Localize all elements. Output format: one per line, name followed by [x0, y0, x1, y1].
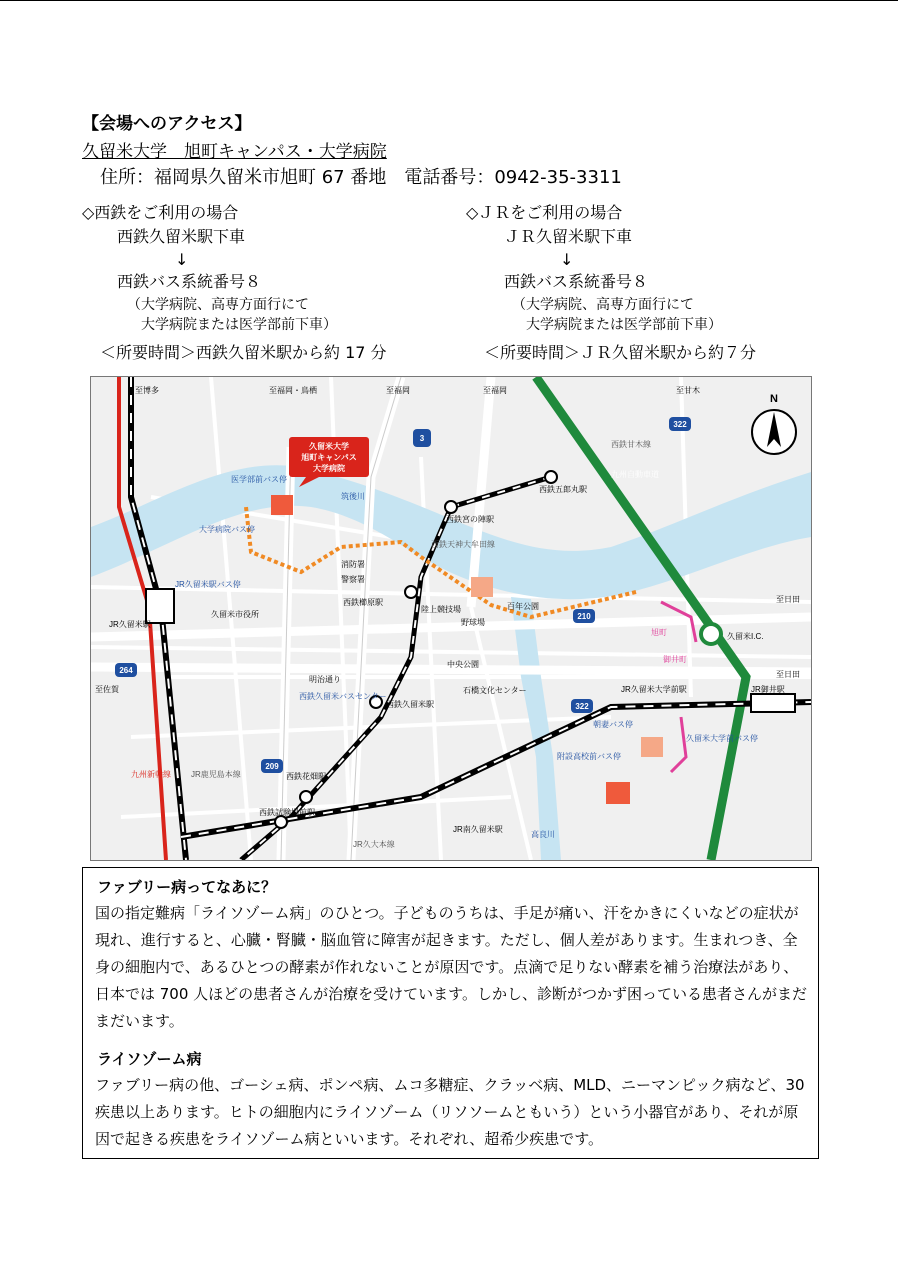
info-box: [82, 867, 819, 1159]
lbl-univ-mae-bus: 久留米大学前バス停: [686, 734, 758, 743]
lbl-chikugo-river: 筑後川: [341, 492, 365, 501]
lbl-hanabatake: 西鉄花畑駅: [286, 772, 326, 781]
lbl-kurume-ic: 久留米I.C.: [727, 632, 764, 641]
north-arrow-icon: [752, 393, 796, 454]
lbl-fire-station: 消防署: [341, 560, 365, 569]
lbl-to-hakata: 至博多: [135, 386, 159, 395]
lbl-jr-mii-stn: JR御井駅: [751, 685, 785, 694]
lbl-city-hall: 久留米市役所: [211, 610, 259, 619]
top-rule: [0, 0, 898, 1]
nishitetsu-heading: ◇西鉄をご利用の場合: [82, 203, 239, 222]
campus-building-3: [641, 737, 663, 757]
fabry-description: 国の指定難病「ライソゾーム病」のひとつ。子どものうちは、手足が痛い、汗をかきにくいなどの症状が現れ、進行すると、心臓・腎臓・脳血管に障害が起きます。ただし、個人差があります。生まれつき、全身の細胞内で、あるひとつの酵素が作れないことが原因です。点滴で足りない酵素を補う治療法があり、日本では 700 人ほどの患者さんが治療を受けています。しかし、診断がつかず困っている患者さんがまだまだいます。: [95, 904, 807, 1030]
lbl-athletics: 陸上競技場: [421, 605, 461, 614]
jr-line2: 西鉄バス系統番号８: [504, 272, 649, 291]
lbl-to-fukuoka-2: 至福岡: [483, 386, 507, 395]
lysosome-heading: ライソゾーム病: [97, 1050, 202, 1068]
nishitetsu-note2: 大学病院または医学部前下車）: [141, 317, 337, 333]
lbl-kyudai: JR久大本線: [353, 840, 395, 849]
lysosome-description: ファブリー病の他、ゴーシェ病、ポンペ病、ムコ多糖症、クラッベ病、MLD、ニーマンピック病など、30 疾患以上あります。ヒトの細胞内にライソゾーム（リソソームともいう）という小器官があり、それが原因で起きる疾患をライソゾーム病といいます。それぞれ、超希少疾患です。: [95, 1076, 805, 1148]
lbl-amagi-line: 西鉄甘木線: [611, 440, 651, 449]
lbl-meiji-st: 明治通り: [309, 675, 341, 684]
jr-arrow: ↓: [560, 250, 574, 269]
lbl-baseball: 野球場: [461, 618, 485, 627]
nishitetsu-line1: 西鉄久留米駅下車: [117, 227, 246, 246]
nishitetsu-note1: （大学病院、高専方面行にて: [127, 297, 309, 313]
route-322-label-b: 322: [575, 702, 589, 711]
jr-note1: （大学病院、高専方面行にて: [512, 297, 694, 313]
lbl-tenjin-omuta: 西鉄天神大牟田線: [431, 540, 495, 549]
route-264-label: 264: [119, 666, 133, 675]
route-210-label: 210: [577, 612, 591, 621]
lbl-jr-kurume-bus: JR久留米駅バス停: [175, 580, 241, 589]
lbl-asahimachi: 旭町: [651, 628, 667, 637]
lbl-asazuma-bus: 朝妻バス停: [593, 720, 633, 729]
jr-line1: ＪＲ久留米駅下車: [504, 227, 633, 246]
lbl-miyanojin: 西鉄宮の陣駅: [446, 515, 494, 524]
callout-line: 大学病院: [313, 464, 345, 473]
lbl-chuo-park: 中央公園: [447, 660, 479, 669]
venue-address: 住所：福岡県久留米市旭町 67 番地 電話番号：0942-35-3311: [100, 167, 622, 188]
lbl-hyakunen: 百年公園: [507, 602, 539, 611]
lbl-kushiwara: 西鉄櫛原駅: [343, 598, 383, 607]
lbl-kagoshima: JR鹿児島本線: [191, 770, 241, 779]
jr-time: ＜所要時間＞ＪＲ久留米駅から約７分: [484, 343, 757, 362]
fabry-heading: ファブリー病ってなあに？: [97, 878, 277, 896]
nishitetsu-time: ＜所要時間＞西鉄久留米駅から約 17 分: [100, 343, 387, 362]
lbl-daigaku-bus: 大学病院バス停: [199, 525, 255, 534]
callout-line: 旭町キャンパス: [301, 453, 357, 462]
lbl-shinkansen: 九州新幹線: [131, 770, 171, 779]
lbl-police: 警察署: [341, 575, 365, 584]
lbl-to-hita-2: 至日田: [776, 670, 800, 679]
lbl-fuzoku-bus: 附設高校前バス停: [557, 752, 621, 761]
route-322-label-a: 322: [673, 420, 687, 429]
lbl-to-fukuoka-tosu: 至福岡・鳥栖: [269, 386, 317, 395]
lbl-expressway: 九州自動車道: [611, 470, 659, 479]
lbl-nishitetsu-kurume: 西鉄久留米駅: [386, 700, 434, 709]
route-3-label: 3: [419, 434, 425, 443]
lbl-igakubu-bus: 医学部前バス停: [231, 475, 287, 484]
jr-heading: ◇ＪＲをご利用の場合: [466, 203, 623, 222]
lbl-shikenjo: 西鉄試験場前駅: [259, 808, 315, 817]
venue-name: 久留米大学 旭町キャンパス・大学病院: [82, 142, 387, 162]
nishitetsu-line2: 西鉄バス系統番号８: [117, 272, 262, 291]
walk-route: [671, 717, 686, 772]
campus-building-1: [271, 495, 293, 515]
lbl-takara-river: 高良川: [531, 830, 555, 839]
lbl-to-fukuoka-1: 至福岡: [386, 386, 410, 395]
campus-building-4: [606, 782, 630, 804]
takara-river: [511, 597, 561, 860]
callout-line: 久留米大学: [309, 442, 349, 451]
lbl-to-saga: 至佐賀: [95, 685, 119, 694]
lbl-jr-minami: JR南久留米駅: [453, 825, 503, 834]
lbl-jr-univ-stn: JR久留米大学前駅: [621, 685, 687, 694]
lbl-to-hita-1: 至日田: [776, 595, 800, 604]
lbl-gorobei: 西鉄五郎丸駅: [539, 485, 587, 494]
north-label: N: [770, 393, 778, 405]
jr-note2: 大学病院または医学部前下車）: [526, 317, 722, 333]
nishitetsu-arrow: ↓: [175, 250, 189, 269]
route-209-label: 209: [265, 762, 279, 771]
access-map: [90, 376, 812, 861]
lbl-jr-kurume-stn: JR久留米駅: [109, 620, 151, 629]
lbl-bus-center: 西鉄久留米バスセンター: [299, 692, 387, 701]
lbl-to-amagi: 至甘木: [676, 386, 700, 395]
page-title: 【会場へのアクセス】: [82, 114, 252, 134]
campus-building-2: [471, 577, 493, 597]
lbl-ishibashi: 石橋文化センター: [463, 686, 527, 695]
lbl-mii-machi: 御井町: [663, 655, 687, 664]
